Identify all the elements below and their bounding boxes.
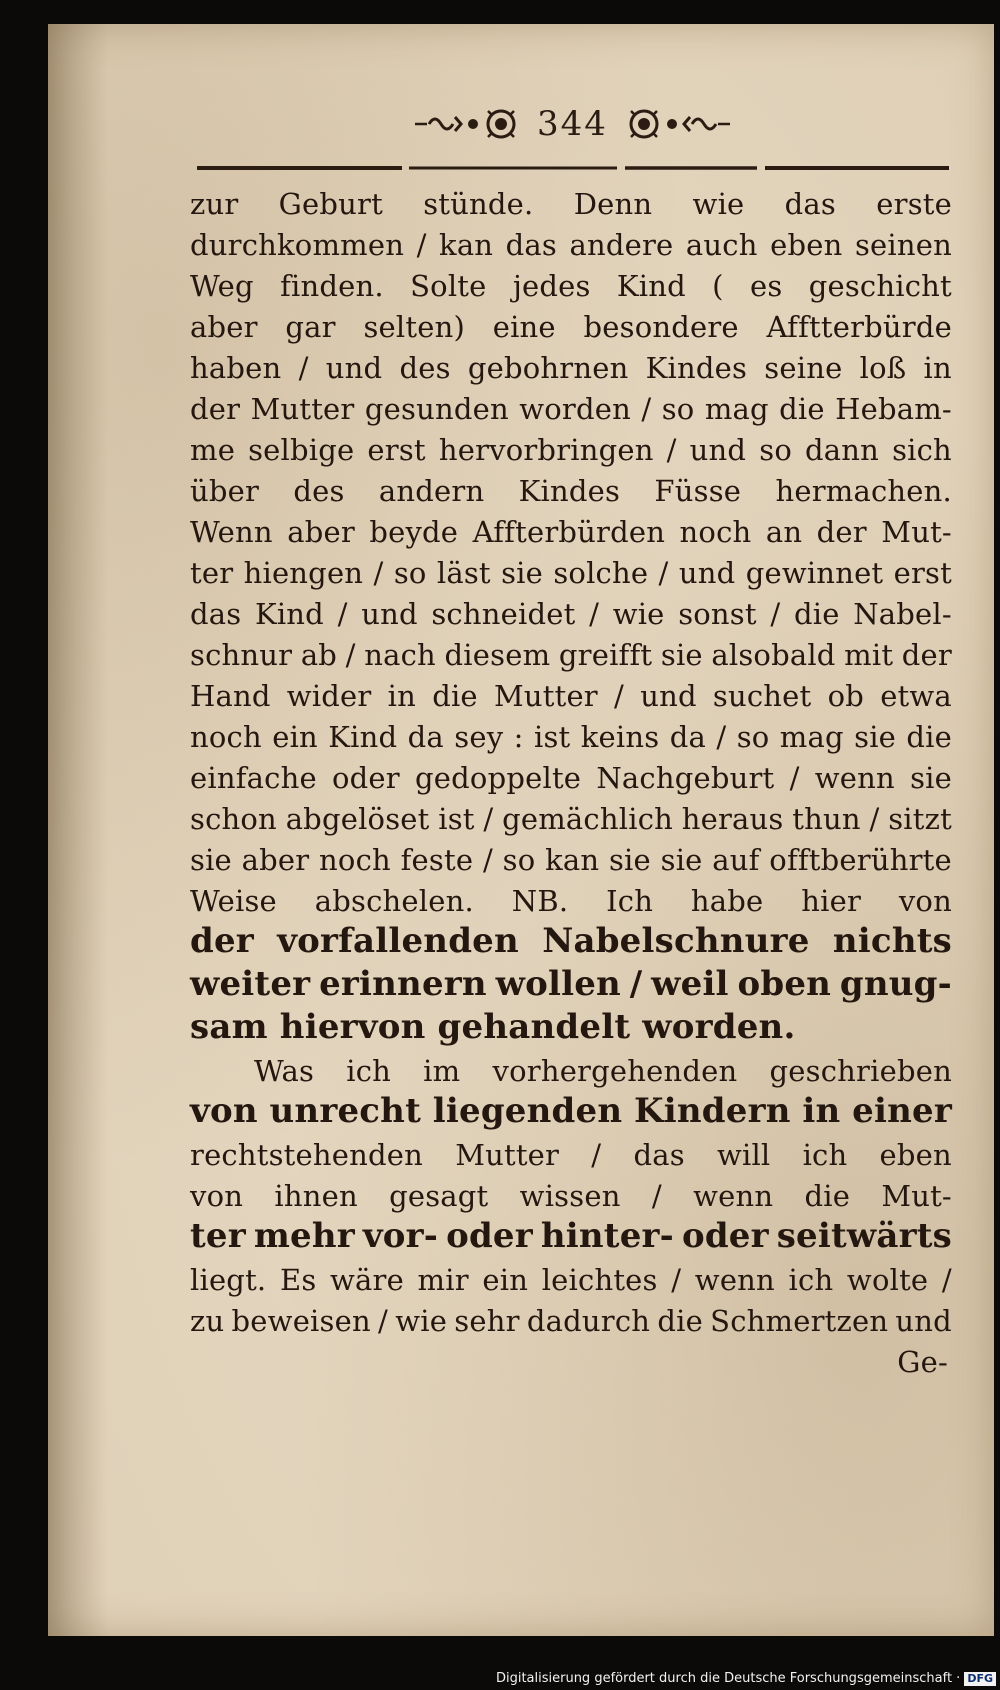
text-line: der vorfallenden Nabelschnure nichts <box>190 921 952 961</box>
page-number: 344 <box>537 104 608 144</box>
left-ornament-icon <box>413 107 523 141</box>
text-line: Weg finden. Solte jedes Kind ( es geschicht <box>190 269 952 303</box>
text-line: das Kind / und schneidet / wie sonst / die Nabel- <box>190 597 952 631</box>
text-line: von ihnen gesagt wissen / wenn die Mut- <box>190 1179 952 1213</box>
right-ornament-icon <box>622 107 732 141</box>
text-line: der Mutter gesunden worden / so mag die Hebam- <box>190 392 952 426</box>
header-rule <box>197 165 949 171</box>
text-line: Weise abschelen. NB. Ich habe hier von <box>190 884 952 918</box>
text-line: haben / und des gebohrnen Kindes seine loß in <box>190 351 952 385</box>
text-line: me selbige erst hervorbringen / und so dann sich <box>190 433 952 467</box>
catchword: Ge- <box>897 1345 948 1379</box>
text-line: ter hiengen / so läst sie solche / und gewinnet erst <box>190 556 952 590</box>
text-line: über des andern Kindes Füsse hermachen. <box>190 474 952 508</box>
dfg-logo-icon: DFG <box>964 1672 996 1686</box>
text-line: Was ich im vorhergehenden geschrieben <box>254 1054 952 1088</box>
text-line: weiter erinnern wollen / weil oben gnug- <box>190 964 952 1004</box>
page-header <box>195 100 950 148</box>
text-line: sam hiervon gehandelt worden. <box>190 1007 796 1047</box>
text-line: rechtstehenden Mutter / das will ich eben <box>190 1138 952 1172</box>
text-line: Wenn aber beyde Affterbürden noch an der Mut- <box>190 515 952 549</box>
digitization-credit <box>496 1671 996 1686</box>
text-line: schnur ab / nach diesem greifft sie alsobald mit der <box>190 638 952 672</box>
text-line: zur Geburt stünde. Denn wie das erste <box>190 187 952 221</box>
text-line: aber gar selten) eine besondere Afftterbürde <box>190 310 952 344</box>
text-line: sie aber noch feste / so kan sie sie auf offtberührte <box>190 843 952 877</box>
text-line: liegt. Es wäre mir ein leichtes / wenn ich wolte / <box>190 1263 952 1297</box>
page-text <box>190 180 952 1379</box>
text-line: einfache oder gedoppelte Nachgeburt / wenn sie <box>190 761 952 795</box>
text-line: von unrecht liegenden Kindern in einer <box>190 1091 952 1131</box>
text-line: ter mehr vor- oder hinter- oder seitwärts <box>190 1216 952 1256</box>
text-line: noch ein Kind da sey : ist keins da / so mag sie die <box>190 720 952 754</box>
page-fold-shadow <box>48 24 108 1636</box>
text-line: schon abgelöset ist / gemächlich heraus thun / sitzt <box>190 802 952 836</box>
text-line: zu beweisen / wie sehr dadurch die Schmertzen und <box>190 1304 952 1338</box>
text-line: durchkommen / kan das andere auch eben seinen <box>190 228 952 262</box>
credit-text: Digitalisierung gefördert durch die Deutsche Forschungsgemeinschaft · <box>495 1671 961 1686</box>
text-line: Hand wider in die Mutter / und suchet ob etwa <box>190 679 952 713</box>
